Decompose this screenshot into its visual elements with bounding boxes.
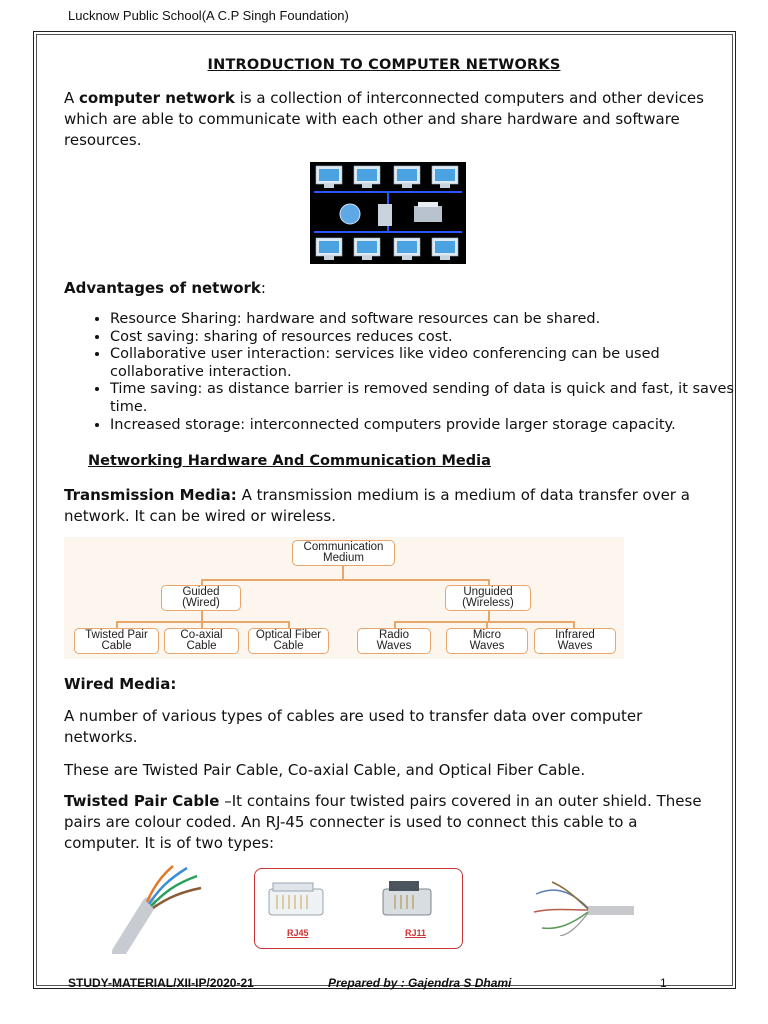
twisted-pair-cable-image	[109, 864, 205, 954]
wired-media-types: These are Twisted Pair Cable, Co-axial Cable, and Optical Fiber Cable.	[64, 761, 586, 779]
list-item: • Resource Sharing: hardware and software resources can be shared.	[110, 311, 750, 329]
footer-study-material: STUDY-MATERIAL/XII-IP/2020-21	[68, 976, 254, 990]
intro-paragraph: A computer network is a collection of interconnected computers and other devices which are able to communicate with each other and share hardware and software resources.	[64, 89, 704, 149]
hardware-heading: Networking Hardware And Communication Media	[88, 453, 491, 469]
node-unguided: Unguided (Wireless)	[445, 585, 531, 611]
node-coaxial: Co-axial Cable	[164, 628, 239, 654]
list-item: • Cost saving: sharing of resources reduces cost.	[110, 329, 750, 347]
page-number: 1	[660, 976, 667, 990]
list-item: • Time saving: as distance barrier is removed sending of data is quick and fast, it saves time.	[110, 381, 750, 416]
node-guided: Guided (Wired)	[161, 585, 241, 611]
node-optical-fiber: Optical Fiber Cable	[248, 628, 329, 654]
footer-author: Prepared by : Gajendra S Dhami	[328, 976, 512, 990]
node-radio-waves: Radio Waves	[357, 628, 431, 654]
list-item: • Increased storage: interconnected computers provide larger storage capacity.	[110, 417, 750, 435]
shielded-cable-image	[530, 880, 636, 936]
advantages-list	[64, 311, 750, 434]
list-item: • Collaborative user interaction: services like video conferencing can be used collaborative interaction.	[110, 346, 750, 381]
node-micro-waves: Micro Waves	[446, 628, 528, 654]
advantages-heading: Advantages of network:	[64, 279, 266, 297]
node-twisted-pair: Twisted Pair Cable	[74, 628, 159, 654]
wired-media-paragraph: A number of various types of cables are used to transfer data over computer networks.	[64, 707, 643, 746]
rj-connectors-image	[254, 868, 463, 949]
transmission-paragraph: Transmission Media: A transmission medium is a medium of data transfer over a network. It can be wired or wireless.	[64, 486, 690, 525]
communication-media-diagram	[64, 537, 624, 659]
rj11-label: RJ11	[405, 928, 427, 938]
network-illustration	[310, 162, 466, 264]
node-infrared-waves: Infrared Waves	[534, 628, 616, 654]
school-header: Lucknow Public School(A C.P Singh Foundation)	[68, 8, 349, 23]
page-title: INTRODUCTION TO COMPUTER NETWORKS	[207, 57, 561, 73]
wired-media-heading: Wired Media:	[64, 675, 177, 693]
intro-term: computer network	[79, 89, 235, 107]
rj45-label: RJ45	[287, 928, 309, 938]
twisted-pair-paragraph: Twisted Pair Cable –It contains four twisted pairs covered in an outer shield. These pairs are colour coded. An RJ-45 connecter is used to connect this cable to a computer. It is of two types:	[64, 792, 702, 852]
node-communication-medium: Communication Medium	[292, 540, 395, 566]
